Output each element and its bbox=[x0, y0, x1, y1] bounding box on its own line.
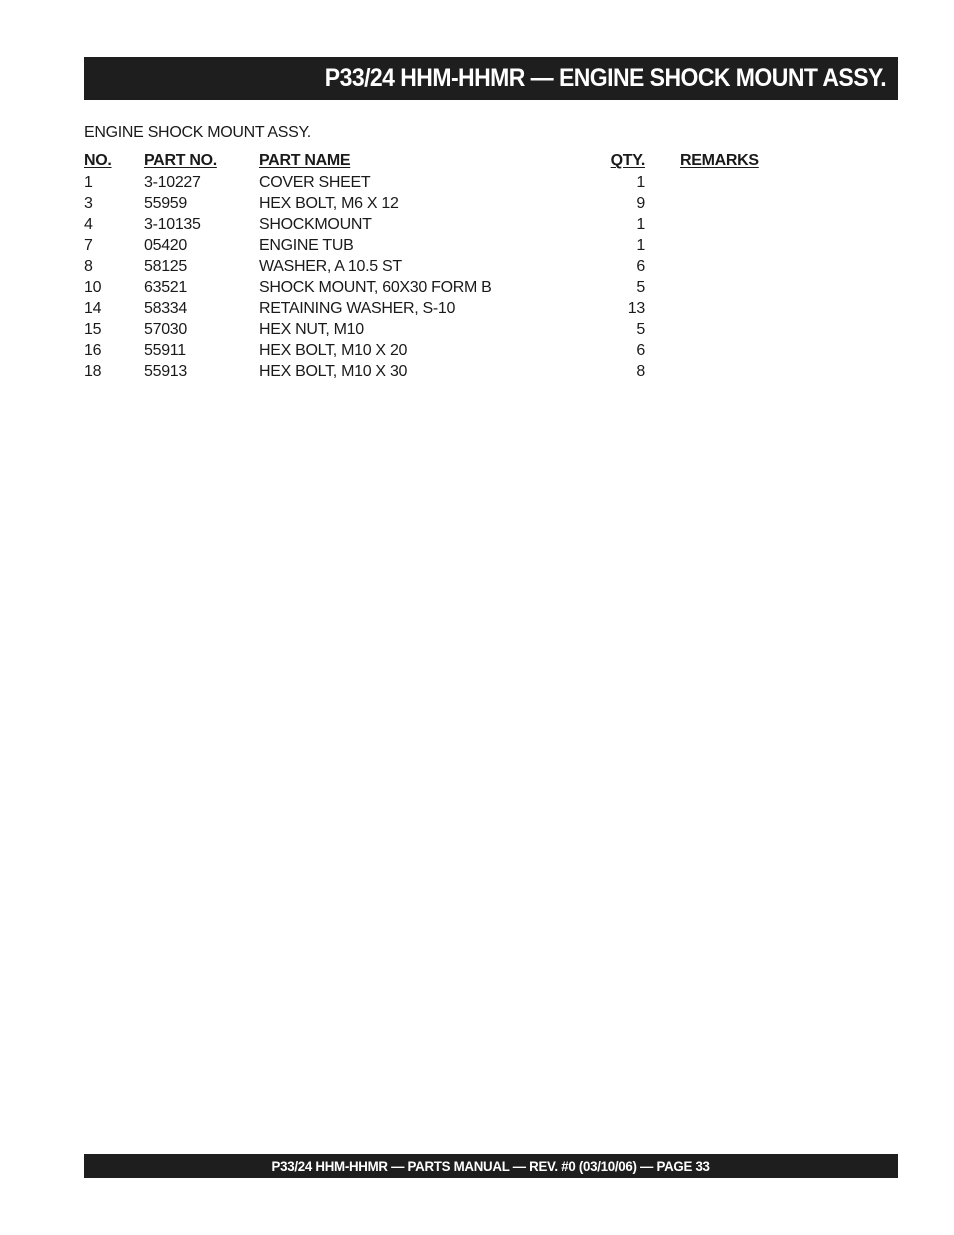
cell-no: 18 bbox=[84, 363, 102, 380]
cell-no: 4 bbox=[84, 216, 93, 233]
table-row bbox=[84, 172, 784, 193]
table-row bbox=[84, 235, 784, 256]
table-row bbox=[84, 193, 784, 214]
cell-part-no: 57030 bbox=[144, 321, 187, 338]
cell-qty: 5 bbox=[636, 321, 645, 338]
cell-no: 16 bbox=[84, 342, 102, 359]
column-header-part-no: PART NO. bbox=[144, 152, 217, 169]
cell-part-name: HEX NUT, M10 bbox=[259, 321, 364, 338]
cell-part-name: ENGINE TUB bbox=[259, 237, 354, 254]
page-header-bar bbox=[84, 57, 898, 100]
cell-no: 8 bbox=[84, 258, 93, 275]
cell-qty: 5 bbox=[636, 279, 645, 296]
cell-qty: 8 bbox=[636, 363, 645, 380]
cell-qty: 1 bbox=[636, 216, 645, 233]
cell-no: 14 bbox=[84, 300, 102, 317]
cell-no: 1 bbox=[84, 174, 93, 191]
cell-part-name: HEX BOLT, M6 X 12 bbox=[259, 195, 399, 212]
cell-part-no: 05420 bbox=[144, 237, 187, 254]
column-header-remarks: REMARKS bbox=[680, 152, 759, 169]
page-footer: P33/24 HHM-HHMR — PARTS MANUAL — REV. #0 (03/10/06) — PAGE 33 bbox=[271, 1158, 711, 1174]
page-footer-bar bbox=[84, 1154, 898, 1178]
column-header-no: NO. bbox=[84, 152, 112, 169]
cell-part-no: 55911 bbox=[144, 342, 186, 359]
cell-no: 10 bbox=[84, 279, 102, 296]
cell-part-name: WASHER, A 10.5 ST bbox=[259, 258, 402, 275]
cell-part-no: 58125 bbox=[144, 258, 187, 275]
cell-part-name: SHOCKMOUNT bbox=[259, 216, 372, 233]
cell-part-no: 63521 bbox=[144, 279, 187, 296]
cell-no: 7 bbox=[84, 237, 93, 254]
table-row bbox=[84, 277, 784, 298]
page-title: P33/24 HHM-HHMR — ENGINE SHOCK MOUNT ASSY. bbox=[324, 64, 886, 92]
cell-part-name: HEX BOLT, M10 X 30 bbox=[259, 363, 408, 380]
cell-qty: 1 bbox=[636, 237, 645, 254]
cell-part-name: HEX BOLT, M10 X 20 bbox=[259, 342, 408, 359]
cell-qty: 9 bbox=[636, 195, 645, 212]
cell-qty: 6 bbox=[636, 342, 645, 359]
section-title: ENGINE SHOCK MOUNT ASSY. bbox=[84, 124, 311, 141]
column-header-qty: QTY. bbox=[610, 152, 645, 169]
cell-part-no: 3-10135 bbox=[144, 216, 201, 233]
cell-part-name: RETAINING WASHER, S-10 bbox=[259, 300, 456, 317]
cell-qty: 13 bbox=[627, 300, 645, 317]
cell-part-name: COVER SHEET bbox=[259, 174, 371, 191]
cell-part-no: 3-10227 bbox=[144, 174, 201, 191]
cell-no: 3 bbox=[84, 195, 93, 212]
cell-part-no: 55959 bbox=[144, 195, 187, 212]
cell-part-no: 58334 bbox=[144, 300, 187, 317]
parts-table bbox=[84, 150, 784, 382]
table-row bbox=[84, 256, 784, 277]
cell-part-name: SHOCK MOUNT, 60X30 FORM B bbox=[259, 279, 492, 296]
cell-qty: 6 bbox=[636, 258, 645, 275]
table-row bbox=[84, 214, 784, 235]
table-body bbox=[84, 172, 784, 382]
cell-part-no: 55913 bbox=[144, 363, 187, 380]
table-row bbox=[84, 340, 784, 361]
table-row bbox=[84, 319, 784, 340]
cell-no: 15 bbox=[84, 321, 102, 338]
table-row bbox=[84, 298, 784, 319]
cell-qty: 1 bbox=[636, 174, 645, 191]
table-header-row bbox=[84, 150, 784, 172]
table-row bbox=[84, 361, 784, 382]
column-header-part-name: PART NAME bbox=[259, 152, 351, 169]
